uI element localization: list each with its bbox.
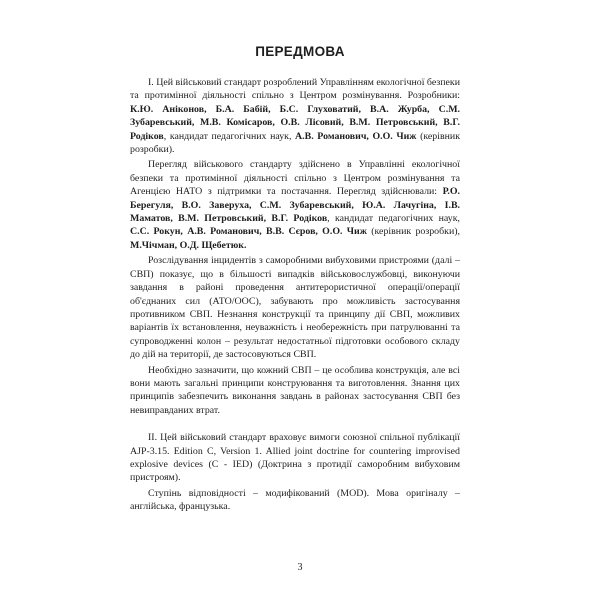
- section1-paragraph-principles: Необхідно зазначити, що кожний СВП – це особлива конструкція, але всі вони мають загальні принципи конструювання та виготовлення. Знання цих принципів забезпечить виконання завдань в районах застосування СВП без невиправданих втрат.: [130, 364, 460, 416]
- page-number: 3: [297, 562, 303, 573]
- author-names: А.В. Романович, О.О. Чиж: [295, 130, 417, 142]
- section1-paragraph-review: [130, 158, 460, 252]
- paragraph-text: , кандидат педагогічних наук,: [327, 213, 460, 225]
- section1-paragraph-investigation: Розслідування інцидентів з саморобними вибуховими пристроями (далі – СВП) показує, що в більшості випадків військовослужбовці, виконуючи завдання в районі проведення антитерористичної операції/операції об'єднаних сил (АТО/ООС), забувають про можливість застосування противником СВП. Незнання конструкції та принципу дії СВП, можливих варіантів їх встановлення, неуважність і необережність при патрулюванні та супроводженні колон – результат недостатньої підготовки особового складу до дій на території, де застосовуються СВП.: [130, 255, 460, 361]
- author-names: М.Чічман, О.Д. Щебетюк.: [130, 239, 247, 251]
- paragraph-text: Перегляд військового стандарту здійснено в Управлінні екологічної безпеки та протимінної діяльності спільно з Центром розмінування та Агенцією НАТО з підтримки та постачання. Перегляд здійснювали:: [130, 159, 460, 198]
- section2-paragraph-standard: II. Цей військовий стандарт враховує вимоги союзної спільної публікації AJP-3.15. Edition C, Version 1. Allied joint doctrine for countering improvised explosive devices (C - IED) (Доктрина з протидії саморобним вибуховим пристроям).: [130, 432, 460, 484]
- paragraph-text: (керівник розробки).: [130, 130, 460, 156]
- section2-paragraph-conformity: Ступінь відповідності – модифікований (MOD). Мова оригіналу – англійська, французька.: [130, 487, 460, 513]
- page-title: ПЕРЕДМОВА: [255, 44, 345, 59]
- author-names: С.С. Рокун, А.В. Романович, В.В. Сєров, О.О. Чиж: [130, 226, 367, 238]
- paragraph-text: I. Цей військовий стандарт розроблений Управлінням екологічної безпеки та протимінної діяльності спільно з Центром розмінування. Розробники:: [130, 77, 460, 102]
- section1-paragraph-developers: [130, 76, 460, 156]
- author-names: К.Ю. Аніконов, Б.А. Бабій, Б.С. Глуховатий, В.А. Журба, С.М. Зубаревський, М.В. Комісаров, О.В. Лісовий, В.М. Петровський, В.Г. Родіков: [130, 103, 460, 142]
- document-body: [130, 76, 460, 516]
- paragraph-text: (керівник розробки),: [366, 226, 460, 238]
- paragraph-text: , кандидат педагогічних наук,: [163, 130, 296, 142]
- author-names: Р.О. Берегуля, В.О. Заверуха, С.М. Зубаревський, Ю.А. Лачугіна, І.В. Маматов, В.М. Петровський, В.Г. Родіков: [130, 186, 460, 225]
